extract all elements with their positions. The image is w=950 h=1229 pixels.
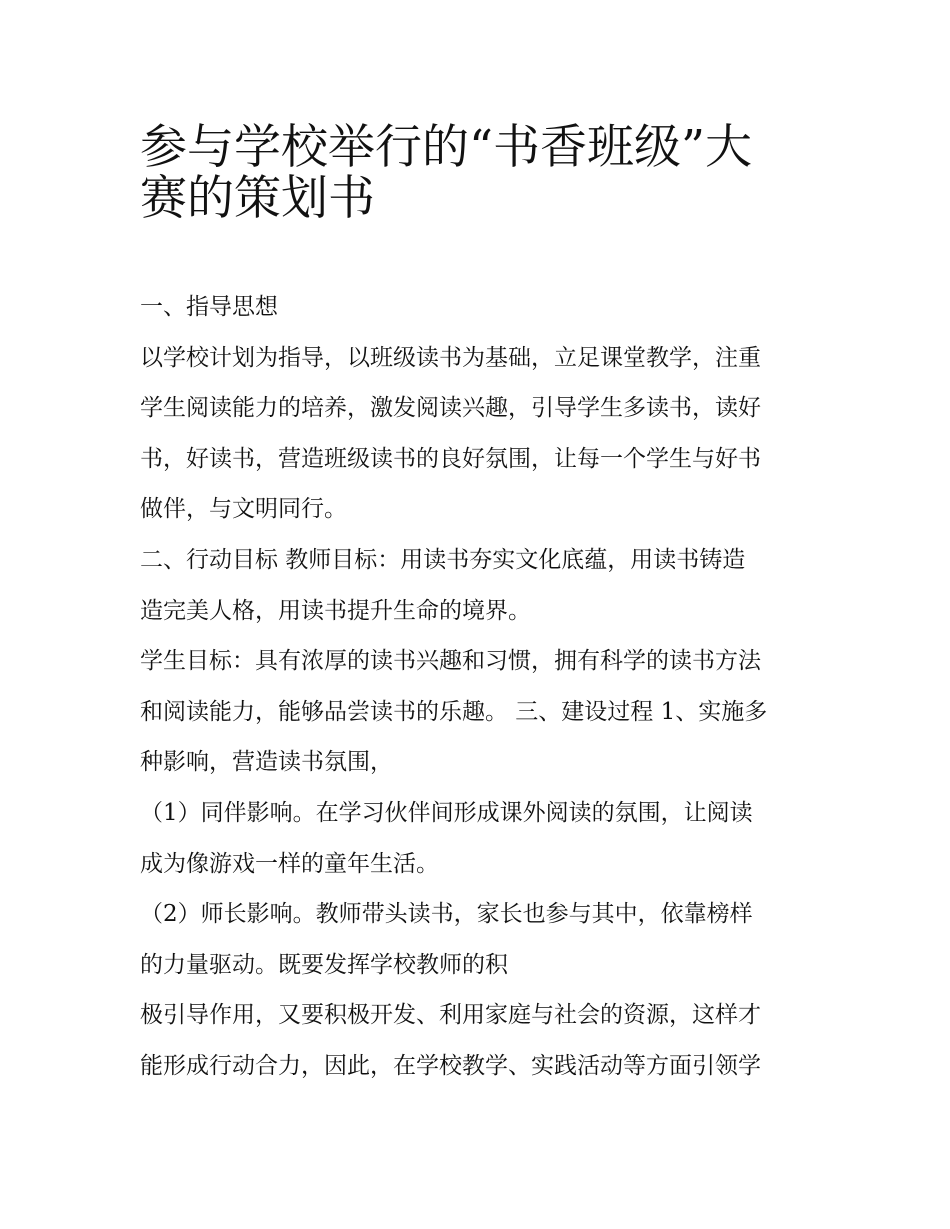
paragraph-line: 书，好读书，营造班级读书的良好氛围，让每一个学生与好书 — [140, 445, 761, 472]
paragraph-line: 学生阅读能力的培养，激发阅读兴趣，引导学生多读书，读好 — [140, 395, 761, 422]
paragraph-line: 能形成行动合力，因此，在学校教学、实践活动等方面引领学 — [140, 1052, 761, 1079]
paragraph-line: 的力量驱动。既要发挥学校教师的积 — [140, 951, 508, 978]
document-body — [140, 282, 820, 1092]
section-heading-guiding-ideology: 一、指导思想 — [140, 294, 278, 320]
paragraph-line: 造完美人格，用读书提升生命的境界。 — [140, 597, 531, 624]
paragraph-line: 以学校计划为指导，以班级读书为基础，立足课堂教学，注重 — [140, 344, 761, 371]
title-line-1: 参与学校举行的“书香班级”大 — [140, 120, 753, 175]
document-title — [140, 112, 820, 226]
paragraph-line: 和阅读能力，能够品尝读书的乐趣。 三、建设过程 1、实施多 — [140, 698, 768, 725]
paragraph-line: 成为像游戏一样的童年生活。 — [140, 850, 439, 877]
paragraph-line: （2）师长影响。教师带头读书，家长也参与其中，依靠榜样 — [140, 901, 753, 928]
paragraph-line: 学生目标：具有浓厚的读书兴趣和习惯，拥有科学的读书方法 — [140, 648, 761, 675]
paragraph-line: 二、行动目标 教师目标：用读书夯实文化底蕴，用读书铸造 — [140, 546, 746, 573]
paragraph-line: 种影响，营造读书氛围， — [140, 749, 393, 776]
paragraph-line: （1）同伴影响。在学习伙伴间形成课外阅读的氛围，让阅读 — [140, 799, 753, 826]
paragraph-line: 做伴，与文明同行。 — [140, 496, 347, 523]
paragraph-line: 极引导作用，又要积极开发、利用家庭与社会的资源，这样才 — [140, 1002, 761, 1029]
title-line-2: 赛的策划书 — [140, 170, 375, 226]
